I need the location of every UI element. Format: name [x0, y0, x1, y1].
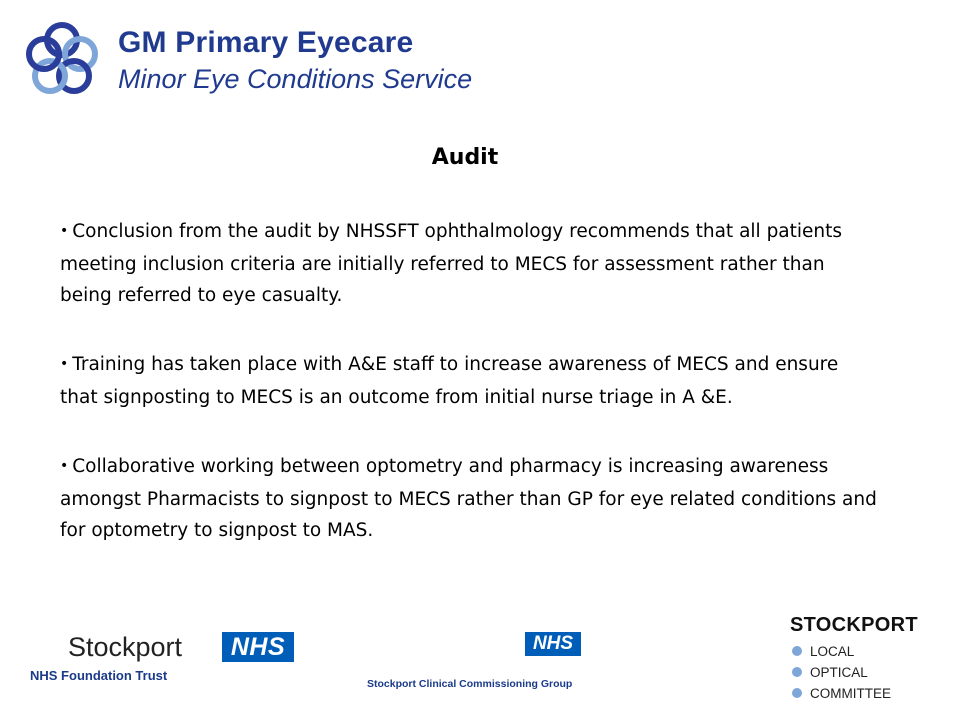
trust-name: Stockport	[68, 632, 183, 662]
loc-item	[792, 644, 854, 659]
bullet-dot-icon: •	[60, 356, 69, 372]
interlocking-rings-icon	[22, 20, 102, 100]
bullet-dot-icon	[792, 688, 802, 698]
slide-title: Audit	[431, 145, 499, 170]
bullet-dot-icon: •	[60, 458, 69, 474]
loc-item	[792, 686, 891, 701]
bullet-text: Collaborative working between optometry and pharmacy is increasing awareness amongst Pharmacists to signpost to MECS rather than GP for eye related conditions and for optometry to signpost to MAS.	[60, 456, 877, 541]
stockport-ccg-logo	[365, 630, 595, 692]
bullet-dot-icon	[792, 646, 802, 656]
bullet-dot-icon: •	[60, 223, 69, 239]
loc-item-label: COMMITTEE	[810, 686, 891, 701]
trust-subtitle: NHS Foundation Trust	[30, 668, 168, 683]
stockport-nhs-trust-logo	[30, 628, 286, 690]
stockport-loc-logo	[788, 614, 948, 709]
brand-subtitle: Minor Eye Conditions Service	[118, 64, 473, 94]
loc-item-label: LOCAL	[810, 644, 855, 659]
loc-title: STOCKPORT	[790, 614, 918, 636]
bullet-item	[60, 451, 880, 546]
bullet-text: Conclusion from the audit by NHSSFT ophthalmology recommends that all patients meeting inclusion criteria are initially referred to MECS for assessment rather than being referred to eye casualty.	[60, 221, 843, 306]
nhs-badge: NHS	[525, 632, 581, 656]
loc-item	[792, 665, 868, 680]
bullet-dot-icon	[792, 667, 802, 677]
brand-title: GM Primary Eyecare	[118, 26, 414, 59]
ccg-name: Stockport Clinical Commissioning Group	[367, 678, 573, 690]
loc-item-label: OPTICAL	[810, 665, 868, 680]
nhs-badge: NHS	[222, 632, 294, 662]
bullet-list	[60, 216, 880, 584]
bullet-text: Training has taken place with A&E staff to increase awareness of MECS and ensure that signposting to MECS is an outcome from initial nurse triage in A &E.	[60, 354, 839, 408]
bullet-item	[60, 216, 880, 311]
bullet-item	[60, 349, 880, 413]
gm-primary-eyecare-logo	[18, 18, 500, 100]
